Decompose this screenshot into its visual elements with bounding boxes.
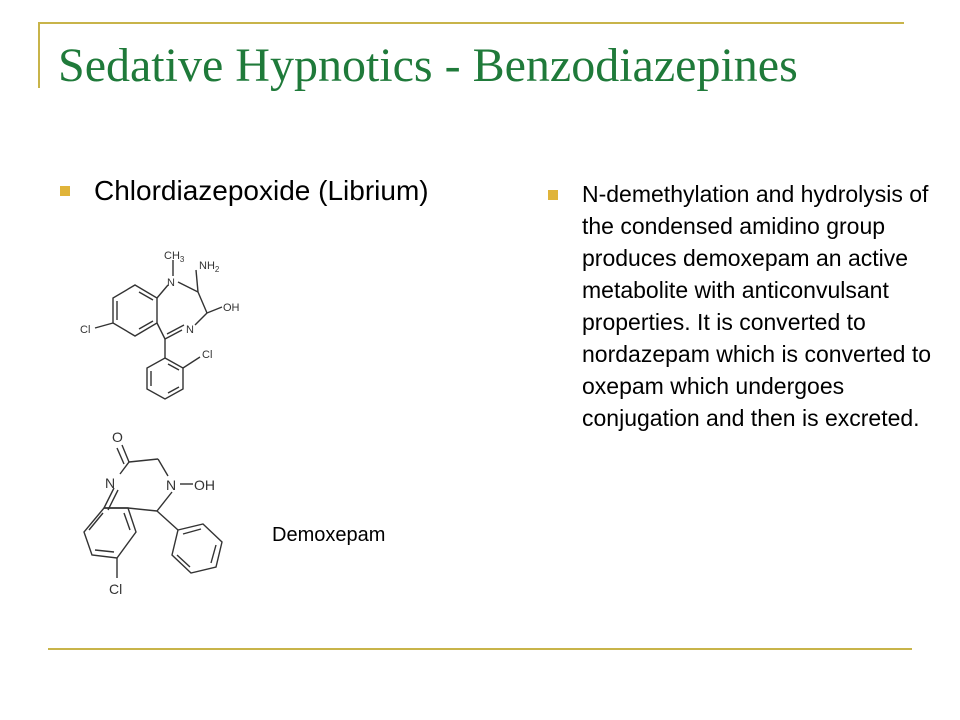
right-bullet-text: N-demethylation and hydrolysis of the condensed amidino group produces demoxepam an active metabolite with anticonvulsant properties. It is converted to nordazepam which is converted to oxepam which undergoes conjugation and then is excreted.: [582, 181, 932, 431]
nh2-label: $NH_2$: [199, 260, 220, 274]
demox-n1-label: N: [105, 475, 116, 491]
o-label: O: [112, 429, 123, 445]
left-bullet-text: Chlordiazepoxide (Librium): [94, 175, 429, 206]
ch3-label: $CH_3$: [164, 250, 185, 264]
cl1-label: Cl: [80, 324, 91, 336]
slide-title: Sedative Hypnotics - Benzodiazepines: [58, 39, 798, 92]
demoxepam-caption: Demoxepam: [272, 524, 386, 546]
cl2-label: Cl: [202, 349, 213, 361]
demox-oh-label: OH: [194, 477, 215, 493]
demox-cl-label: Cl: [109, 581, 123, 597]
oh-label: OH: [223, 302, 240, 314]
demox-n2-label: N: [166, 477, 177, 493]
n1-label: N: [167, 277, 175, 289]
n2-label: N: [186, 324, 194, 336]
